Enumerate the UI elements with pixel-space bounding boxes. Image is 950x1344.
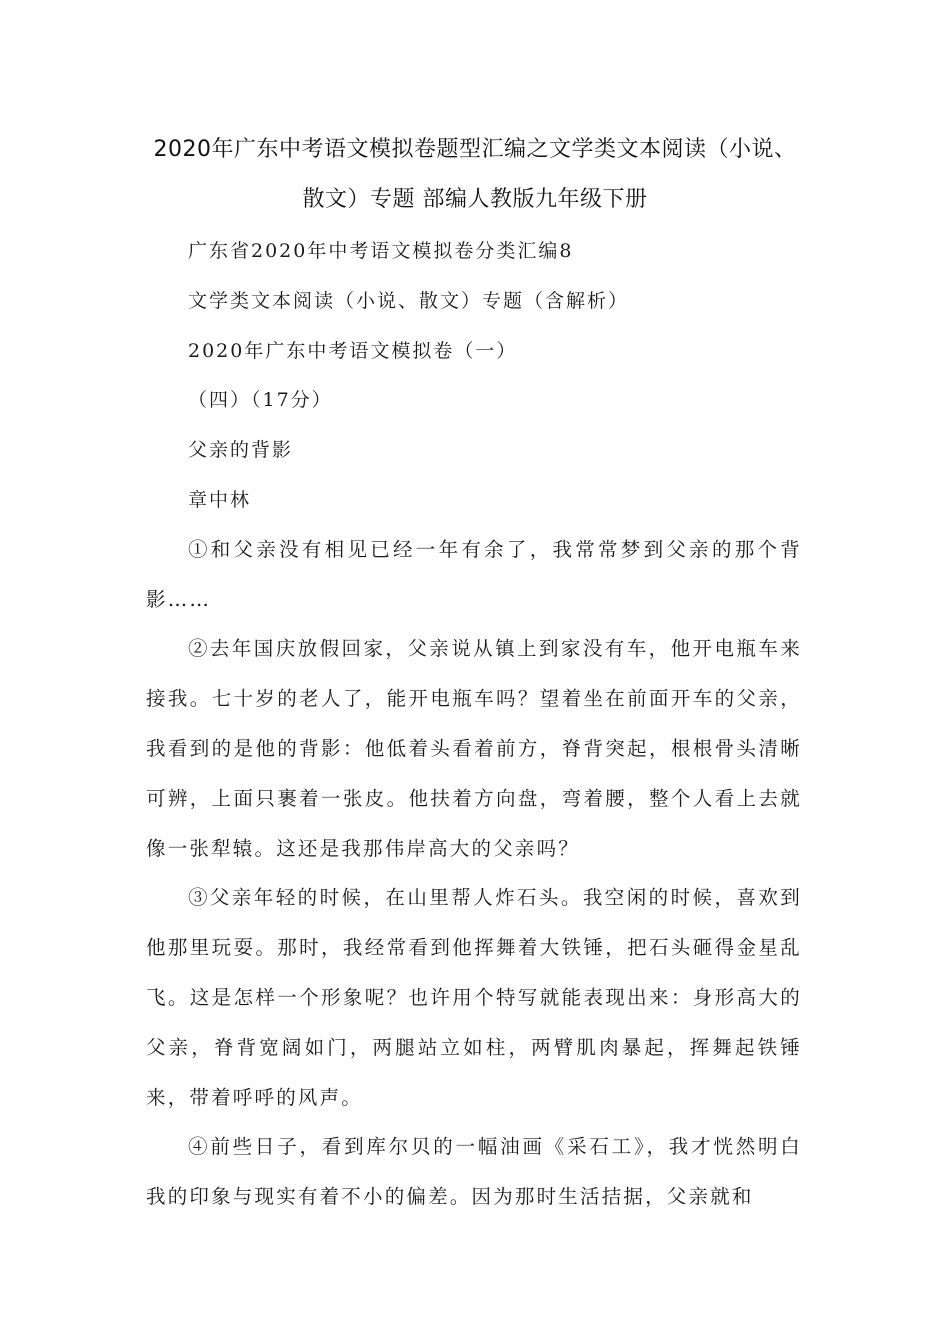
exam-line: 2020年广东中考语文模拟卷（一）	[188, 340, 518, 362]
section-score-line: （四）（17分）	[188, 389, 333, 411]
document-title-line-2: 散文）专题 部编人教版九年级下册	[302, 187, 648, 212]
topic-line: 文学类文本阅读（小说、散文）专题（含解析）	[188, 290, 630, 312]
paragraph-2: ②去年国庆放假回家，父亲说从镇上到家没有车，他开电瓶车来接我。七十岁的老人了，能开电瓶车吗？望着坐在前面开车的父亲，我看到的是他的背影：他低着头看着前方，脊背突起，根根骨头清晰可辨，上面只裹着一张皮。他扶着方向盘，弯着腰，整个人看上去就像一张犁辕。这还是我那伟岸高大的父亲吗？	[146, 637, 802, 860]
essay-author: 章中林	[188, 489, 252, 511]
essay-title: 父亲的背影	[188, 439, 294, 461]
paragraph-4: ④前些日子，看到库尔贝的一幅油画《采石工》，我才恍然明白我的印象与现实有着不小的偏差。因为那时生活拮据，父亲就和	[146, 1135, 802, 1208]
source-line: 广东省2020年中考语文模拟卷分类汇编8	[188, 240, 574, 262]
document-title-line-1: 2020年广东中考语文模拟卷题型汇编之文学类文本阅读（小说、	[153, 137, 797, 162]
paragraph-3: ③父亲年轻的时候，在山里帮人炸石头。我空闲的时候，喜欢到他那里玩耍。那时，我经常看到他挥舞着大铁锤，把石头砸得金星乱飞。这是怎样一个形象呢？也许用个特写就能表现出来：身形高大的父亲，脊背宽阔如门，两腿站立如柱，两臂肌肉暴起，挥舞起铁锤来，带着呼呼的风声。	[146, 886, 802, 1109]
paragraph-1: ①和父亲没有相见已经一年有余了，我常常梦到父亲的那个背影……	[146, 538, 802, 611]
